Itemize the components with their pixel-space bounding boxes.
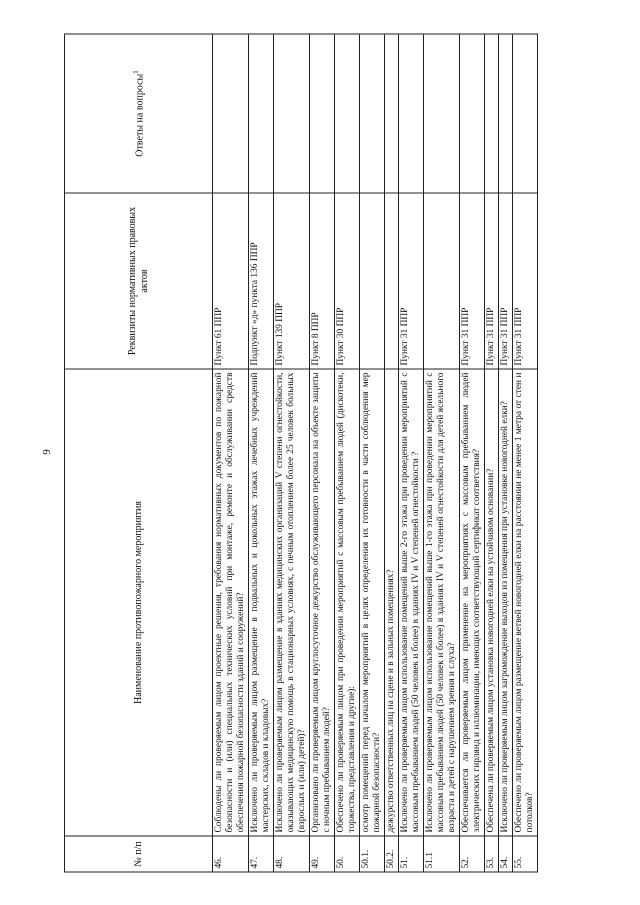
- answer-cell: [249, 34, 274, 193]
- requisites-cell: Пункт 61 ППР: [213, 193, 249, 369]
- table-row: [399, 34, 424, 872]
- answer-cell: [335, 34, 360, 193]
- answer-cell: [460, 34, 485, 193]
- measure-name: дежурство ответственных лиц на сцене и в зальных помещениях?: [385, 369, 399, 836]
- measure-name: Исключено ли проверяемым лицом размещение в зданиях медицинских организаций V степени огнестойкости, оказывающих медицинскую помощь в стационарных условиях, с печным отоплением более 25 человек больных (взрослых и (или) детей)?: [274, 369, 310, 836]
- requisites-cell: [424, 193, 460, 369]
- requisites-cell: Пункт 31 ППР: [460, 193, 485, 369]
- requisites-cell: Пункт 31 ППР: [485, 193, 499, 369]
- table-row: [499, 34, 513, 872]
- answer-cell: [424, 34, 460, 193]
- answer-cell: [499, 34, 513, 193]
- header-row: [65, 34, 213, 872]
- page-number: 9: [41, 449, 53, 455]
- row-number: 48.: [274, 836, 310, 872]
- row-number: 53.: [485, 836, 499, 872]
- measure-name: Исключено ли проверяемым лицом размещение в подвальных и цокольных этажах лечебных учреждений мастерских, складов и кладовых?: [249, 369, 274, 836]
- measure-name: Исключено ли проверяемым лицом загромождение выходов из помещения при установке новогодней елки?: [499, 369, 513, 836]
- measure-name: Обеспечивается ли проверяемым лицом применение на мероприятиях с массовым пребыванием людей электрических гирлянд и иллюминации, имеющих соответствующий сертификат соответствия?: [460, 369, 485, 836]
- measure-name: Организовано ли проверяемым лицом круглосуточное дежурство обслуживающего персонала на объекте защиты с ночным пребыванием людей?: [310, 369, 335, 836]
- row-number: 51.1: [424, 836, 460, 872]
- answer-cell: [274, 34, 310, 193]
- measure-name: Обеспечено ли проверяемым лицом при проведении мероприятий с массовым пребыванием людей (дискотеки, торжества, представления и другие):: [335, 369, 360, 836]
- table-row: [513, 34, 538, 872]
- measure-name: Соблюдены ли проверяемым лицом проектные решения, требования нормативных документов по пожарной безопасности и (или) специальных технических условий при монтаже, ремонте и обслуживании средств обеспечения пожарной безопасности зданий и сооружений?: [213, 369, 249, 836]
- row-number: 49.: [310, 836, 335, 872]
- row-number: 52.: [460, 836, 485, 872]
- row-number: 55.: [513, 836, 538, 872]
- header-num: № п/п: [65, 836, 213, 872]
- table-row: [213, 34, 249, 872]
- rotated-page: [40, 26, 600, 879]
- header-answers-text: Ответы на вопросы: [134, 73, 146, 157]
- table-row: [335, 34, 360, 872]
- row-number: 54.: [499, 836, 513, 872]
- measure-name: Обеспечена ли проверяемым лицом установка новогодней елки на устойчивом основании?: [485, 369, 499, 836]
- answer-cell: [485, 34, 499, 193]
- requisites-cell: Пункт 8 ППР: [310, 193, 335, 369]
- answer-cell: [360, 34, 385, 193]
- table-row: [385, 34, 399, 872]
- table-row: [310, 34, 335, 872]
- header-requisites: Реквизиты нормативных правовых актов: [65, 193, 213, 369]
- measure-name: Исключено ли проверяемым лицом использование помещений выше 2-го этажа при проведении мероприятий с массовым пребыванием людей (50 человек и более) в зданиях IV и V степеней огнестойкости ?: [399, 369, 424, 836]
- row-number: 50.1.: [360, 836, 385, 872]
- requisites-cell: [360, 193, 385, 369]
- answer-cell: [399, 34, 424, 193]
- row-number: 50.2.: [385, 836, 399, 872]
- answer-cell: [213, 34, 249, 193]
- row-number: 46.: [213, 836, 249, 872]
- requisites-cell: Пункт 139 ППР: [274, 193, 310, 369]
- table-row: [424, 34, 460, 872]
- measure-name: Исключено ли проверяемым лицом использование помещений выше 1-го этажа при проведении мероприятий с массовым пребыванием людей (50 человек и более) в зданиях IV и V степеней огнестойкости для детей ясельного возраста и детей с нарушением зрения и слуха?: [424, 369, 460, 836]
- requisites-cell: Пункт 30 ППР: [335, 193, 360, 369]
- answer-cell: [310, 34, 335, 193]
- table-row: [249, 34, 274, 872]
- requisites-cell: Пункт 31 ППР: [399, 193, 424, 369]
- table-row: [360, 34, 385, 872]
- table-row: [274, 34, 310, 872]
- requisites-cell: Подпункт «д» пункта 136 ППР: [249, 193, 274, 369]
- requisites-cell: Пункт 31 ППР: [513, 193, 538, 369]
- table-row: [485, 34, 499, 872]
- checklist-table: [64, 34, 538, 873]
- measure-name: Обеспечено ли проверяемым лицом размещение ветвей новогодней елки на расстоянии не менее 1 метра от стен и потолков?: [513, 369, 538, 836]
- footnote-marker: 1: [132, 70, 141, 74]
- row-number: 51.: [399, 836, 424, 872]
- row-number: 47.: [249, 836, 274, 872]
- table-row: [460, 34, 485, 872]
- header-name: Наименование противопожарного мероприятия: [65, 369, 213, 836]
- measure-name: осмотр помещений перед началом мероприятий в целях определения их готовности в части соблюдения мер пожарной безопасности?: [360, 369, 385, 836]
- answer-cell: [385, 34, 399, 193]
- requisites-cell: Пункт 31 ППР: [499, 193, 513, 369]
- row-number: 50.: [335, 836, 360, 872]
- requisites-cell: [385, 193, 399, 369]
- header-answers: [65, 34, 213, 193]
- answer-cell: [513, 34, 538, 193]
